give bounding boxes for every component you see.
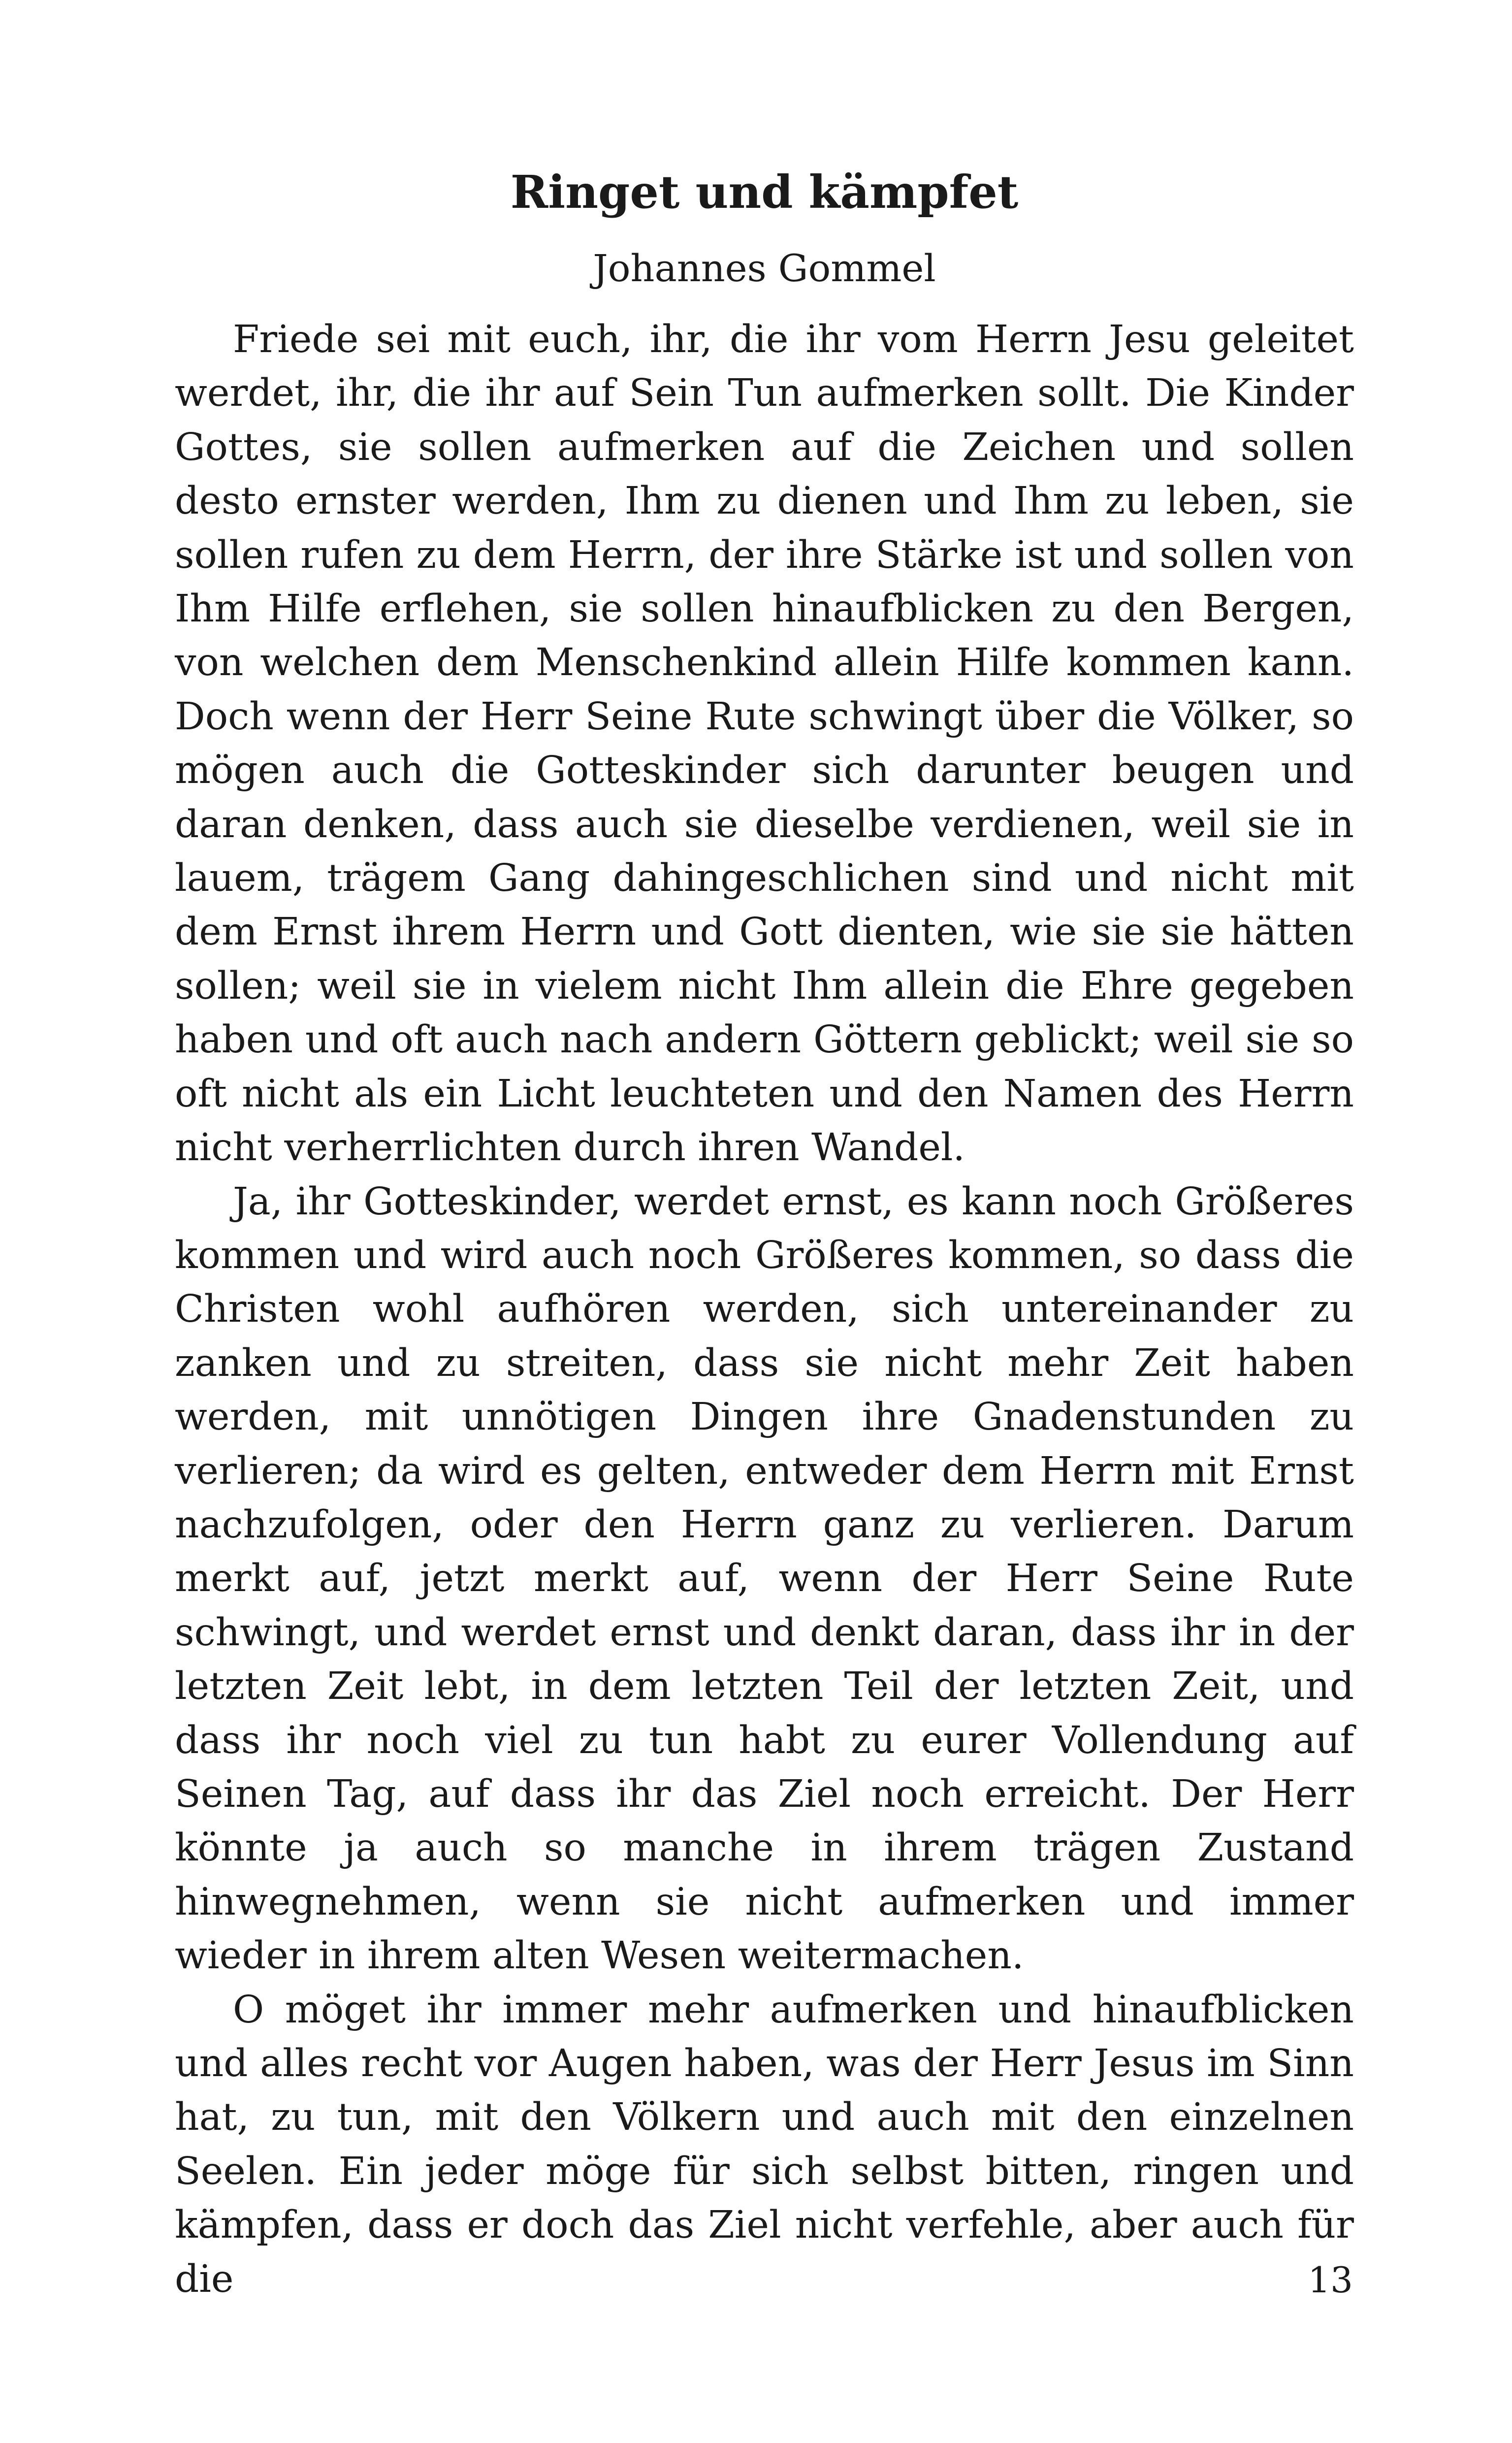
chapter-title: Ringet und kämpfet <box>510 165 1019 219</box>
page-number: 13 <box>1308 2259 1353 2301</box>
page-content <box>175 163 1354 2306</box>
author-name: Johannes Gommel <box>593 246 936 290</box>
paragraph-2: Ja, ihr Gotteskinder, werdet ernst, es kann noch Größeres kommen und wird auch noch Größeres kommen, so dass die Christen wohl aufhören werden, sich untereinander zu zanken und zu streiten, dass sie nicht mehr Zeit haben werden, mit unnötigen Dingen ihre Gnadenstunden zu verlieren; da wird es gelten, entweder dem Herrn mit Ernst nachzufolgen, oder den Herrn ganz zu verlieren. Darum merkt auf, jetzt merkt auf, wenn der Herr Seine Rute schwingt, und werdet ernst und denkt daran, dass ihr in der letzten Zeit lebt, in dem letzten Teil der letzten Zeit, und dass ihr noch viel zu tun habt zu eurer Vollendung auf Seinen Tag, auf dass ihr das Ziel noch erreicht. Der Herr könnte ja auch so manche in ihrem trägen Zustand hinwegnehmen, wenn sie nicht aufmerken und immer wieder in ihrem alten Wesen weitermachen. <box>175 1179 1354 1978</box>
paragraph-3: O möget ihr immer mehr aufmerken und hinaufblicken und alles recht vor Augen haben, was der Herr Jesus im Sinn hat, zu tun, mit den Völkern und auch mit den einzelnen Seelen. Ein jeder möge für sich selbst bitten, ringen und kämpfen, dass er doch das Ziel nicht verfehle, aber auch für die <box>175 1987 1354 2301</box>
paragraph-1: Friede sei mit euch, ihr, die ihr vom Herrn Jesu geleitet werdet, ihr, die ihr auf Sein Tun aufmerken sollt. Die Kinder Gottes, sie sollen aufmerken auf die Zeichen und sollen desto ernster werden, Ihm zu dienen und Ihm zu leben, sie sollen rufen zu dem Herrn, der ihre Stärke ist und sollen von Ihm Hilfe erflehen, sie sollen hinaufblicken zu den Bergen, von welchen dem Menschenkind allein Hilfe kommen kann. Doch wenn der Herr Seine Rute schwingt über die Völker, so mögen auch die Gotteskinder sich darunter beugen und daran denken, dass auch sie dieselbe verdienen, weil sie in lauem, trägem Gang dahingeschlichen sind und nicht mit dem Ernst ihrem Herrn und Gott dienten, wie sie sie hätten sollen; weil sie in vielem nicht Ihm allein die Ehre gegeben haben und oft auch nach andern Göttern geblickt; weil sie so oft nicht als ein Licht leuchteten und den Namen des Herrn nicht verherrlichten durch ihren Wandel. <box>175 318 1354 1170</box>
body-text <box>175 313 1354 2306</box>
